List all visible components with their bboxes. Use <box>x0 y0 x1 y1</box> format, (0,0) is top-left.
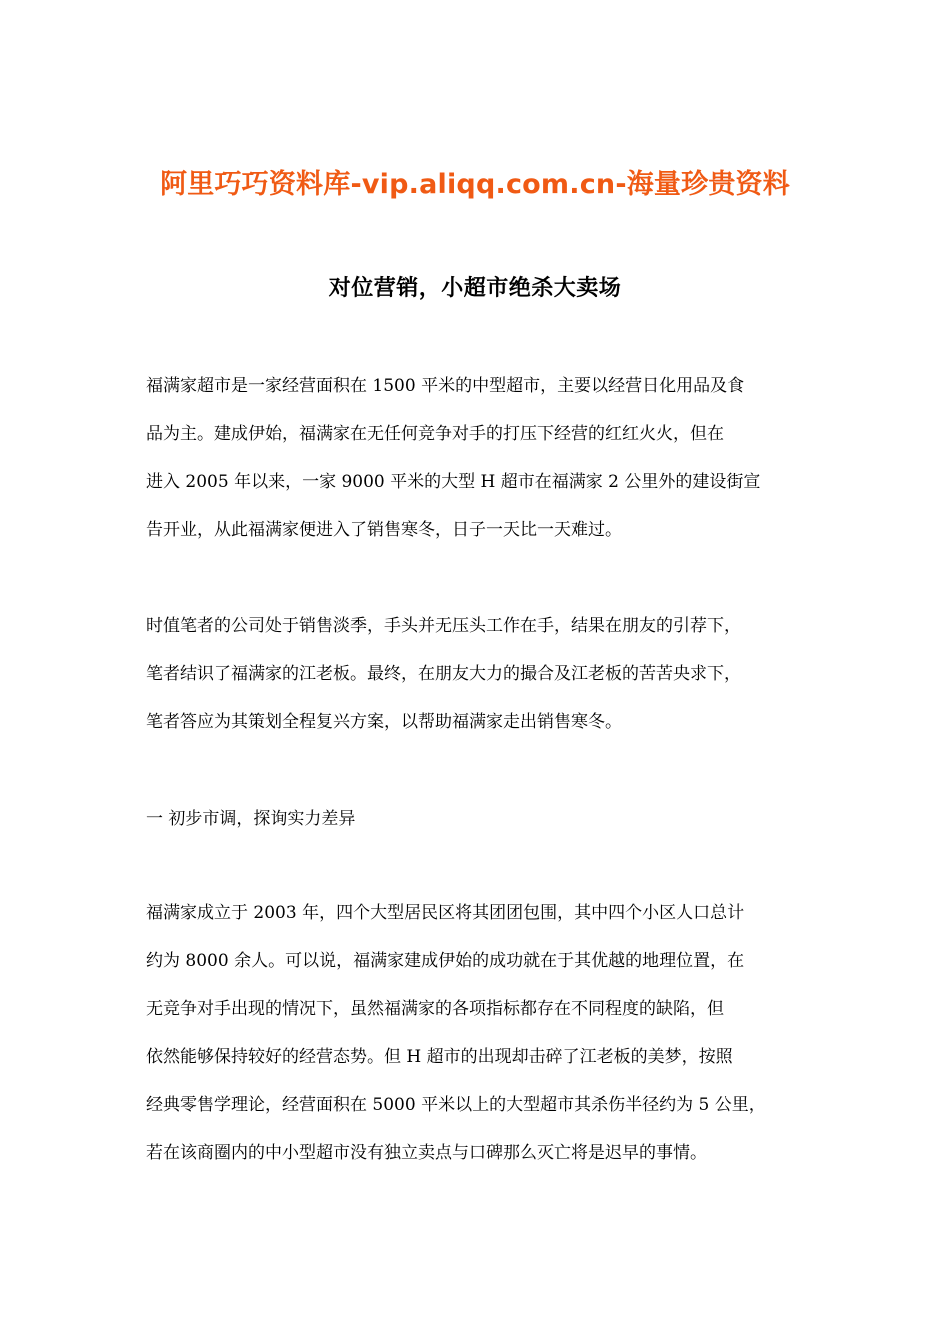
text-line: 笔者答应为其策划全程复兴方案，以帮助福满家走出销售寒冬。 <box>146 712 622 732</box>
text-line: 笔者结识了福满家的江老板。最终，在朋友大力的撮合及江老板的苦苦央求下， <box>146 664 741 684</box>
text-line: 时值笔者的公司处于销售淡季，手头并无压头工作在手，结果在朋友的引荐下， <box>146 616 741 636</box>
text-line: 无竞争对手出现的情况下，虽然福满家的各项指标都存在不同程度的缺陷，但 <box>146 999 724 1019</box>
text-line: 告开业，从此福满家便进入了销售寒冬，日子一天比一天难过。 <box>146 520 622 540</box>
text-line: 若在该商圈内的中小型超市没有独立卖点与口碑那么灭亡将是迟早的事情。 <box>146 1143 707 1163</box>
document-title: 对位营销，小超市绝杀大卖场 <box>328 275 622 301</box>
text-line: 经典零售学理论，经营面积在 5000 平米以上的大型超市其杀伤半径约为 5 公里， <box>146 1095 766 1115</box>
paragraph-background <box>146 602 816 746</box>
text-line: 依然能够保持较好的经营态势。但 H 超市的出现却击碎了江老板的美梦，按照 <box>146 1047 733 1067</box>
paragraph-intro <box>146 362 816 554</box>
text-line: 福满家成立于 2003 年，四个大型居民区将其团团包围，其中四个小区人口总计 <box>146 903 745 923</box>
text-line: 品为主。建成伊始，福满家在无任何竞争对手的打压下经营的红红火火，但在 <box>146 424 724 444</box>
section-heading <box>146 795 816 843</box>
text-line: 进入 2005 年以来，一家 9000 平米的大型 H 超市在福满家 2 公里外的建设街宣 <box>146 472 761 492</box>
text-line: 约为 8000 余人。可以说，福满家建成伊始的成功就在于其优越的地理位置，在 <box>146 951 745 971</box>
section-heading-text: 一 初步市调，探询实力差异 <box>146 809 356 829</box>
paragraph-market-survey <box>146 889 816 1177</box>
watermark-banner: 阿里巧巧资料库-vip.aliqq.com.cn-海量珍贵资料 <box>160 169 790 200</box>
text-line: 福满家超市是一家经营面积在 1500 平米的中型超市，主要以经营日化用品及食 <box>146 376 745 396</box>
